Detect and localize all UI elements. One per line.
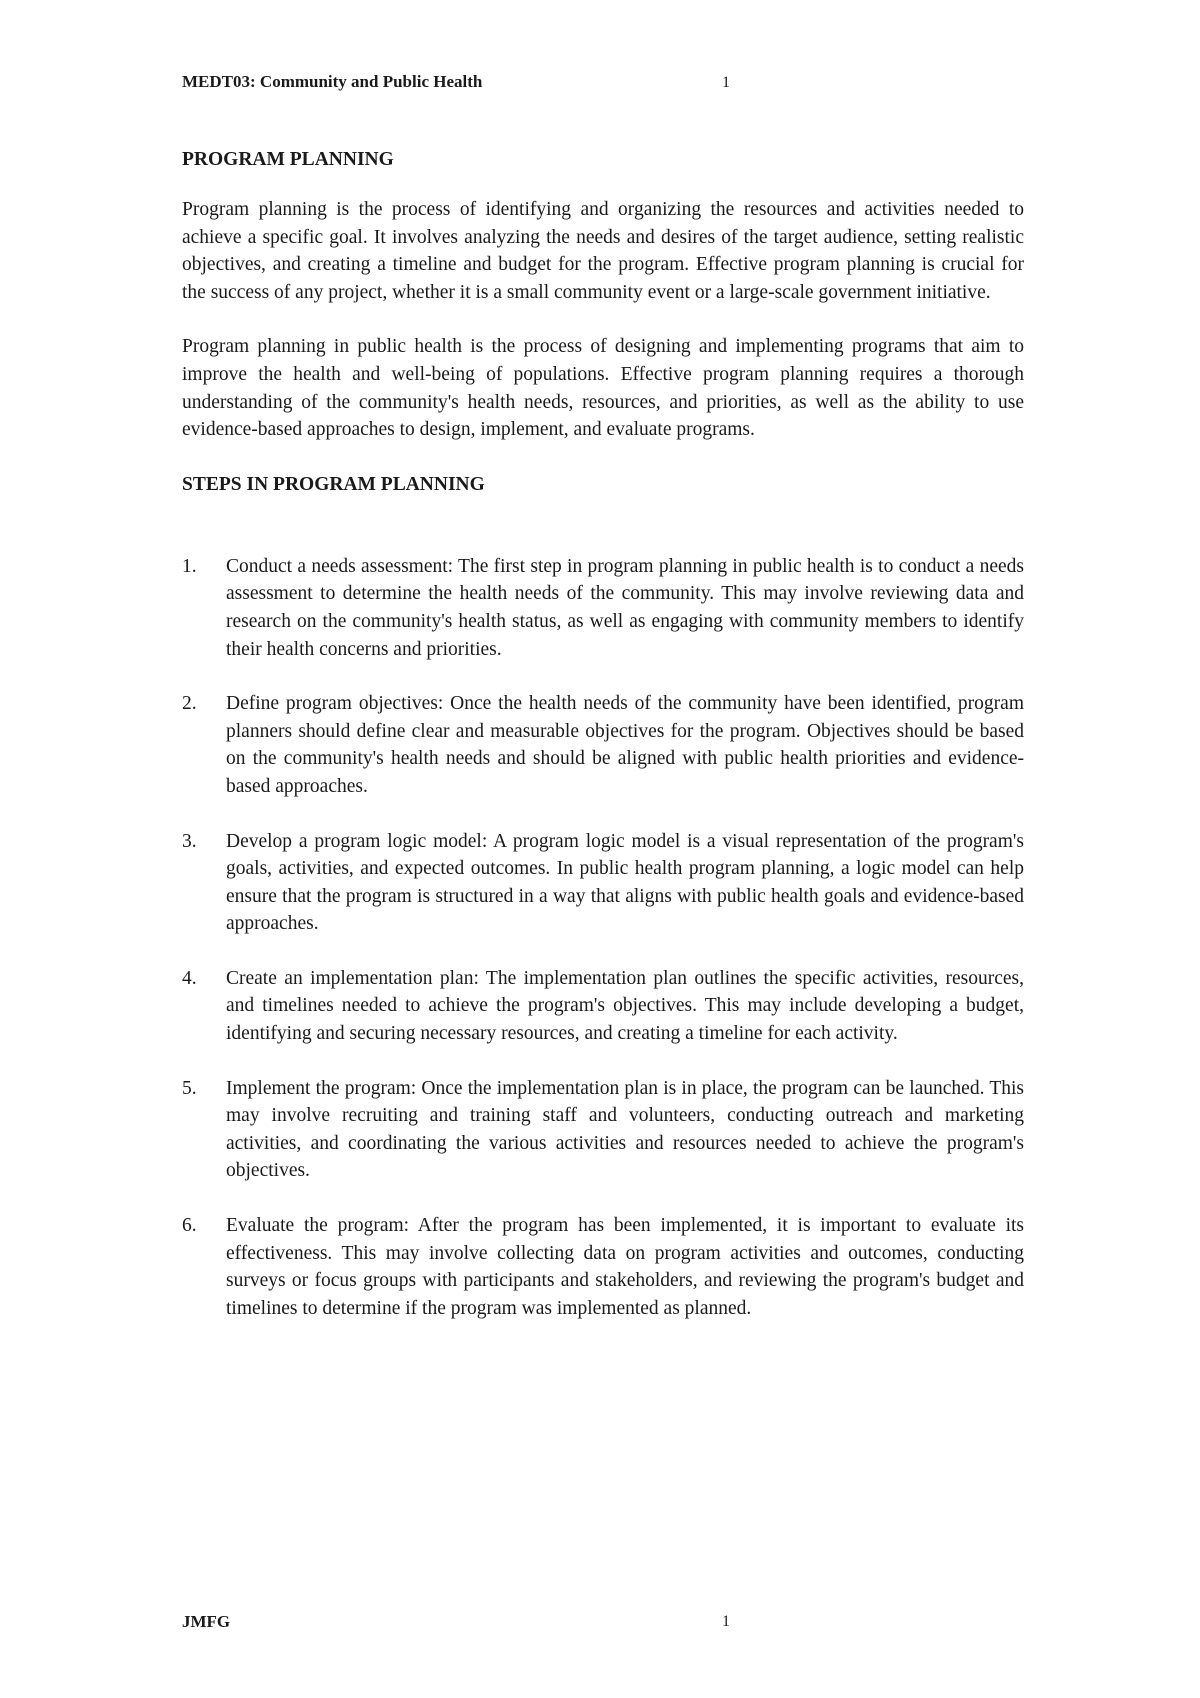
steps-list [182, 553, 1024, 1323]
step-text: Develop a program logic model: A program logic model is a visual representation of the program's goals, activities, and expected outcomes. In public health program planning, a logic model can help ensure that the program is structured in a way that aligns with public health goals and evidence-based approaches. [226, 830, 1024, 935]
step-item [182, 1212, 1024, 1322]
step-text: Implement the program: Once the implementation plan is in place, the program can be launched. This may involve recruiting and training staff and volunteers, conducting outreach and marketing activities, and coordinating the various activities and resources needed to achieve the program's objectives. [226, 1077, 1024, 1182]
section-heading-program-planning: PROGRAM PLANNING [182, 149, 394, 170]
section-heading-steps: STEPS IN PROGRAM PLANNING [182, 473, 485, 495]
step-item [182, 965, 1024, 1048]
step-number: 2. [182, 693, 197, 715]
step-item [182, 1075, 1024, 1185]
paragraph: Program planning is the process of identifying and organizing the resources and activities needed to achieve a specific goal. It involves analyzing the needs and desires of the target audience, setting realistic objectives, and creating a timeline and budget for the program. Effective program planning is crucial for the success of any project, whether it is a small community event or a large-scale government initiative. [182, 199, 1024, 303]
step-text: Define program objectives: Once the health needs of the community have been identified, program planners should define clear and measurable objectives for the program. Objectives should be based on the community's health needs and should be aligned with public health priorities and evidence-based approaches. [226, 693, 1024, 797]
footer-page-number: 1 [722, 1613, 730, 1630]
header-page-number: 1 [722, 74, 730, 91]
step-number: 3. [182, 830, 197, 852]
step-item [182, 553, 1024, 663]
header-title: MEDT03: Community and Public Health [182, 72, 483, 91]
step-number: 1. [182, 555, 197, 577]
step-text: Create an implementation plan: The implementation plan outlines the specific activities, resources, and timelines needed to achieve the program's objectives. This may include developing a budget, identifying and securing necessary resources, and creating a timeline for each activity. [226, 967, 1024, 1045]
document-body [182, 146, 1024, 1349]
paragraph: Program planning in public health is the process of designing and implementing programs that aim to improve the health and well-being of populations. Effective program planning requires a thorough understanding of the community's health needs, resources, and priorities, as well as the ability to use evidence-based approaches to design, implement, and evaluate programs. [182, 336, 1024, 441]
step-number: 4. [182, 967, 197, 989]
step-number: 6. [182, 1215, 197, 1237]
step-number: 5. [182, 1077, 197, 1099]
footer-author: JMFG [182, 1612, 231, 1631]
step-text: Conduct a needs assessment: The first step in program planning in public health is to conduct a needs assessment to determine the health needs of the community. This may involve reviewing data and research on the community's health status, as well as engaging with community members to identify their health concerns and priorities. [226, 555, 1024, 660]
step-item [182, 690, 1024, 800]
step-item [182, 828, 1024, 938]
step-text: Evaluate the program: After the program has been implemented, it is important to evaluate its effectiveness. This may involve collecting data on program activities and outcomes, conducting surveys or focus groups with participants and stakeholders, and reviewing the program's budget and timelines to determine if the program was implemented as planned. [226, 1215, 1024, 1319]
